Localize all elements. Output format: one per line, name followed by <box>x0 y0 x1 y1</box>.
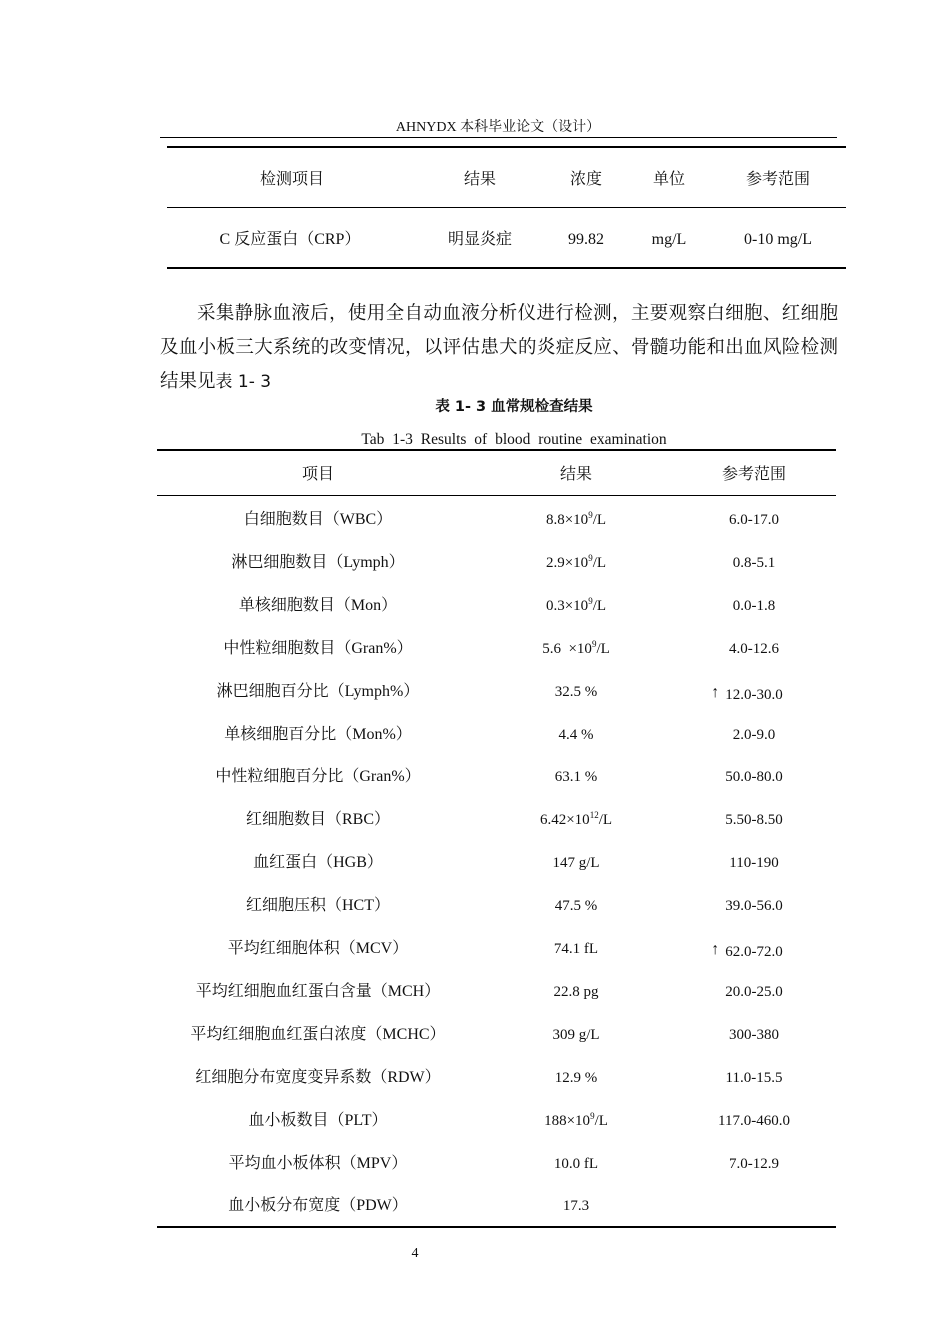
arrow-up-icon: ↑ <box>711 941 720 958</box>
blood-cell-result <box>486 767 666 787</box>
result-value: 17.3 <box>562 1198 590 1214</box>
blood-cell-reference <box>674 685 834 705</box>
page-number: 4 <box>411 1246 419 1261</box>
blood-cell-reference <box>674 553 834 573</box>
blood-cell-item: 血小板分布宽度（PDW） <box>228 1197 408 1214</box>
result-value: 4.4 % <box>558 727 594 743</box>
reference-range: 62.0-72.0 <box>725 944 783 960</box>
result-value: 6.42×10 <box>539 812 590 828</box>
result-value: 8.8×10 <box>545 512 589 528</box>
blood-cell-reference <box>674 942 834 962</box>
result-value: 309 g/L <box>552 1027 600 1043</box>
reference-range: 7.0-12.9 <box>729 1156 779 1172</box>
blood-cell-result <box>486 1154 666 1174</box>
blood-cell-reference <box>674 639 834 659</box>
reference-range: 300-380 <box>729 1027 779 1043</box>
blood-cell-reference <box>674 1025 834 1045</box>
blood-cell-result <box>486 1196 666 1216</box>
result-exponent: 12 <box>589 810 599 820</box>
blood-cell-item: 平均红细胞体积（MCV） <box>227 940 409 957</box>
result-unit: /L <box>592 598 607 614</box>
blood-header-item: 项目 <box>301 466 334 483</box>
blood-cell-item: 单核细胞数目（Mon） <box>238 597 398 614</box>
blood-cell-reference <box>674 1196 834 1216</box>
crp-table-top-rule <box>167 146 846 148</box>
blood-cell-result <box>486 810 666 830</box>
blood-cell-result <box>486 982 666 1002</box>
blood-cell-item: 血红蛋白（HGB） <box>253 854 383 871</box>
blood-cell-result <box>486 853 666 873</box>
blood-cell-item: 平均血小板体积（MPV） <box>228 1155 408 1172</box>
crp-cell-reference: 0-10 mg/L <box>744 231 812 248</box>
blood-header-reference: 参考范围 <box>721 466 786 483</box>
blood-cell-result <box>486 553 666 573</box>
result-exponent: 9 <box>588 553 593 563</box>
result-exponent: 9 <box>591 639 597 649</box>
crp-cell-unit: mg/L <box>651 231 687 248</box>
blood-cell-result <box>486 1111 666 1131</box>
crp-cell-result: 明显炎症 <box>447 231 512 248</box>
body-paragraph <box>160 297 838 399</box>
reference-range: 39.0-56.0 <box>725 898 783 914</box>
result-value: 32.5 % <box>554 684 598 700</box>
blood-cell-reference <box>674 982 834 1002</box>
blood-cell-item: 红细胞分布宽度变异系数（RDW） <box>195 1069 441 1086</box>
crp-header-result: 结果 <box>463 171 496 188</box>
blood-cell-reference <box>674 767 834 787</box>
result-value: 12.9 % <box>554 1070 598 1086</box>
blood-cell-reference <box>674 853 834 873</box>
blood-cell-reference <box>674 1068 834 1088</box>
result-value: 5.6 ×10 <box>542 641 592 657</box>
result-unit: /L <box>592 555 607 571</box>
blood-cell-item: 白细胞数目（WBC） <box>243 511 393 528</box>
crp-header-unit: 单位 <box>652 171 685 188</box>
blood-cell-reference <box>674 896 834 916</box>
blood-cell-item: 平均红细胞血红蛋白含量（MCH） <box>195 983 441 1000</box>
crp-header-concentration: 浓度 <box>569 171 602 188</box>
table-reference: 表 1- 3 <box>215 372 272 392</box>
reference-range: 5.50-8.50 <box>725 812 783 828</box>
blood-table-bottom-rule <box>157 1226 836 1228</box>
reference-range: 4.0-12.6 <box>729 641 779 657</box>
blood-cell-result <box>486 725 666 745</box>
blood-cell-item: 红细胞数目（RBC） <box>245 811 391 828</box>
result-value: 47.5 % <box>554 898 598 914</box>
blood-cell-item: 单核细胞百分比（Mon%） <box>224 726 412 743</box>
result-exponent: 9 <box>588 596 593 606</box>
crp-header-item: 检测项目 <box>259 171 324 188</box>
result-unit: /L <box>598 812 613 828</box>
result-value: 74.1 fL <box>553 941 599 957</box>
blood-cell-reference <box>674 1154 834 1174</box>
crp-table-mid-rule <box>167 207 846 208</box>
reference-range: 0.8-5.1 <box>732 555 776 571</box>
result-value: 2.9×10 <box>545 555 589 571</box>
blood-cell-reference <box>674 596 834 616</box>
blood-cell-item: 淋巴细胞百分比（Lymph%） <box>216 683 420 700</box>
blood-cell-result <box>486 939 666 959</box>
blood-cell-item: 淋巴细胞数目（Lymph） <box>231 554 405 571</box>
blood-cell-item: 平均红细胞血红蛋白浓度（MCHC） <box>190 1026 446 1043</box>
blood-table-mid-rule <box>157 495 836 496</box>
blood-cell-reference <box>674 810 834 830</box>
blood-cell-result <box>486 510 666 530</box>
result-value: 22.8 pg <box>553 984 599 1000</box>
reference-range: 6.0-17.0 <box>729 512 779 528</box>
blood-cell-result <box>486 896 666 916</box>
reference-range: 0.0-1.8 <box>732 598 776 614</box>
reference-range: 110-190 <box>729 855 779 871</box>
result-exponent: 9 <box>588 510 593 520</box>
blood-cell-item: 中性粒细胞数目（Gran%） <box>223 640 413 657</box>
result-value: 63.1 % <box>554 769 598 785</box>
reference-range: 12.0-30.0 <box>725 687 783 703</box>
result-value: 188×10 <box>544 1113 591 1129</box>
blood-cell-item: 血小板数目（PLT） <box>248 1112 388 1129</box>
paragraph-text: 采集静脉血液后，使用全自动血液分析仪进行检测，主要观察白细胞、红细胞及血小板三大系统的改变情况，以评估患犬的炎症反应、骨髓功能和出血风险检测结果见 <box>160 304 838 392</box>
arrow-up-icon: ↑ <box>711 684 720 701</box>
result-exponent: 9 <box>590 1111 595 1121</box>
crp-cell-concentration: 99.82 <box>568 231 604 248</box>
result-value: 10.0 fL <box>553 1156 599 1172</box>
blood-cell-result <box>486 682 666 702</box>
blood-table-top-rule <box>157 449 836 451</box>
blood-cell-reference <box>674 725 834 745</box>
crp-cell-item: C 反应蛋白（CRP） <box>219 231 361 248</box>
blood-cell-item: 红细胞压积（HCT） <box>245 897 390 914</box>
result-unit: /L <box>596 641 610 657</box>
running-header: AHNYDX 本科毕业论文（设计） <box>395 120 601 135</box>
blood-cell-result <box>486 1025 666 1045</box>
table-caption-cn: 表 1- 3 血常规检查结果 <box>435 399 593 415</box>
reference-range: 50.0-80.0 <box>725 769 783 785</box>
crp-table-bottom-rule <box>167 267 846 269</box>
reference-range: 20.0-25.0 <box>725 984 783 1000</box>
result-unit: /L <box>594 1113 608 1129</box>
blood-cell-item: 中性粒细胞百分比（Gran%） <box>215 768 421 785</box>
reference-range: 11.0-15.5 <box>725 1070 783 1086</box>
reference-range: 2.0-9.0 <box>732 727 776 743</box>
blood-cell-reference <box>674 510 834 530</box>
reference-range: 117.0-460.0 <box>718 1113 790 1129</box>
blood-cell-result <box>486 596 666 616</box>
blood-header-result: 结果 <box>559 466 592 483</box>
crp-header-reference: 参考范围 <box>745 171 810 188</box>
result-value: 0.3×10 <box>545 598 589 614</box>
table-caption-en: Tab 1-3 Results of blood routine examination <box>361 431 667 448</box>
result-value: 147 g/L <box>552 855 600 871</box>
blood-cell-reference <box>674 1111 834 1131</box>
result-unit: /L <box>592 512 607 528</box>
header-rule <box>160 137 837 138</box>
blood-cell-result <box>486 639 666 659</box>
blood-cell-result <box>486 1068 666 1088</box>
